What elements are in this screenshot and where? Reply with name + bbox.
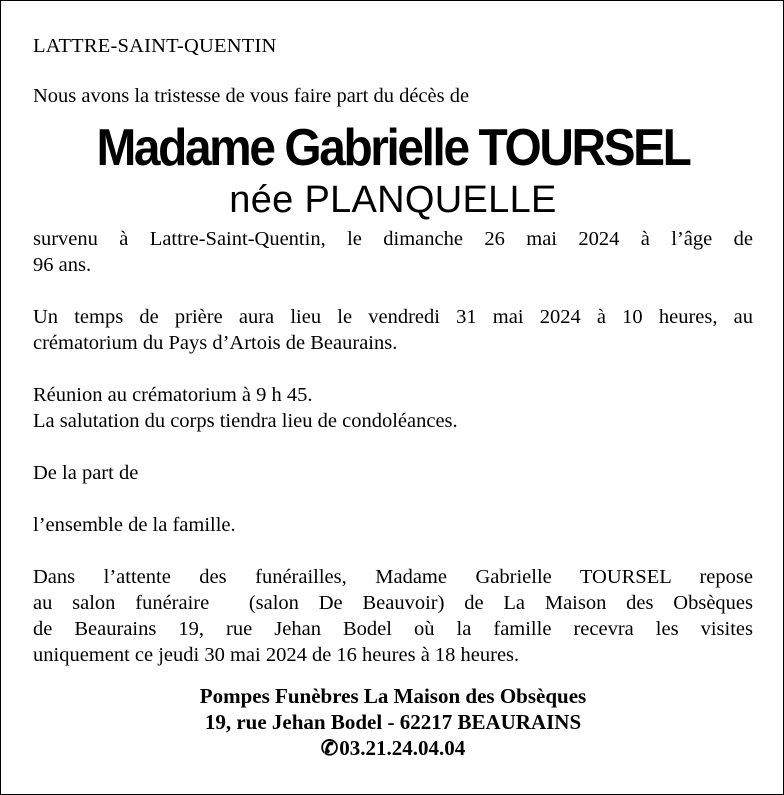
waiting-line-2: au salon funéraire (salon De Beauvoir) de La Maison des Obsèques <box>33 592 753 614</box>
reunion-line-2: La salutation du corps tiendra lieu de condoléances. <box>33 410 458 432</box>
notice-body <box>33 33 753 668</box>
funeral-home-footer <box>1 683 784 761</box>
death-line-2: 96 ans. <box>33 254 92 276</box>
waiting-line-3: de Beaurains 19, rue Jehan Bodel où la famille recevra les visites <box>33 618 753 640</box>
deceased-name: Madame Gabrielle TOURSEL <box>96 119 690 177</box>
funeral-home-address: 19, rue Jehan Bodel - 62217 BEAURAINS <box>204 710 582 734</box>
prayer-line-2: crématorium du Pays d’Artois de Beaurains. <box>33 332 398 354</box>
maiden-name: née PLANQUELLE <box>229 179 557 221</box>
reunion-line-1: Réunion au crématorium à 9 h 45. <box>33 384 313 406</box>
telephone-icon: ✆ <box>320 736 339 760</box>
intro-text: Nous avons la tristesse de vous faire part du décès de <box>33 85 470 107</box>
death-paragraph <box>33 226 753 278</box>
waiting-paragraph <box>33 564 753 668</box>
waiting-line-4: uniquement ce jeudi 30 mai 2024 de 16 heures à 18 heures. <box>33 644 520 666</box>
funeral-home-phone <box>1 735 784 761</box>
prayer-line-1: Un temps de prière aura lieu le vendredi 31 mai 2024 à 10 heures, au <box>33 306 753 328</box>
family-text: l’ensemble de la famille. <box>33 514 236 536</box>
phone-number: 03.21.24.04.04 <box>339 736 466 760</box>
from-label: De la part de <box>33 462 139 484</box>
prayer-paragraph <box>33 304 753 356</box>
funeral-home-name: Pompes Funèbres La Maison des Obsèques <box>199 684 587 708</box>
waiting-line-1: Dans l’attente des funérailles, Madame Gabrielle TOURSEL repose <box>33 566 753 588</box>
town-heading: LATTRE-SAINT-QUENTIN <box>33 35 277 57</box>
death-line-1: survenu à Lattre-Saint-Quentin, le dimanche 26 mai 2024 à l’âge de <box>33 228 753 250</box>
reunion-paragraph <box>33 382 753 434</box>
